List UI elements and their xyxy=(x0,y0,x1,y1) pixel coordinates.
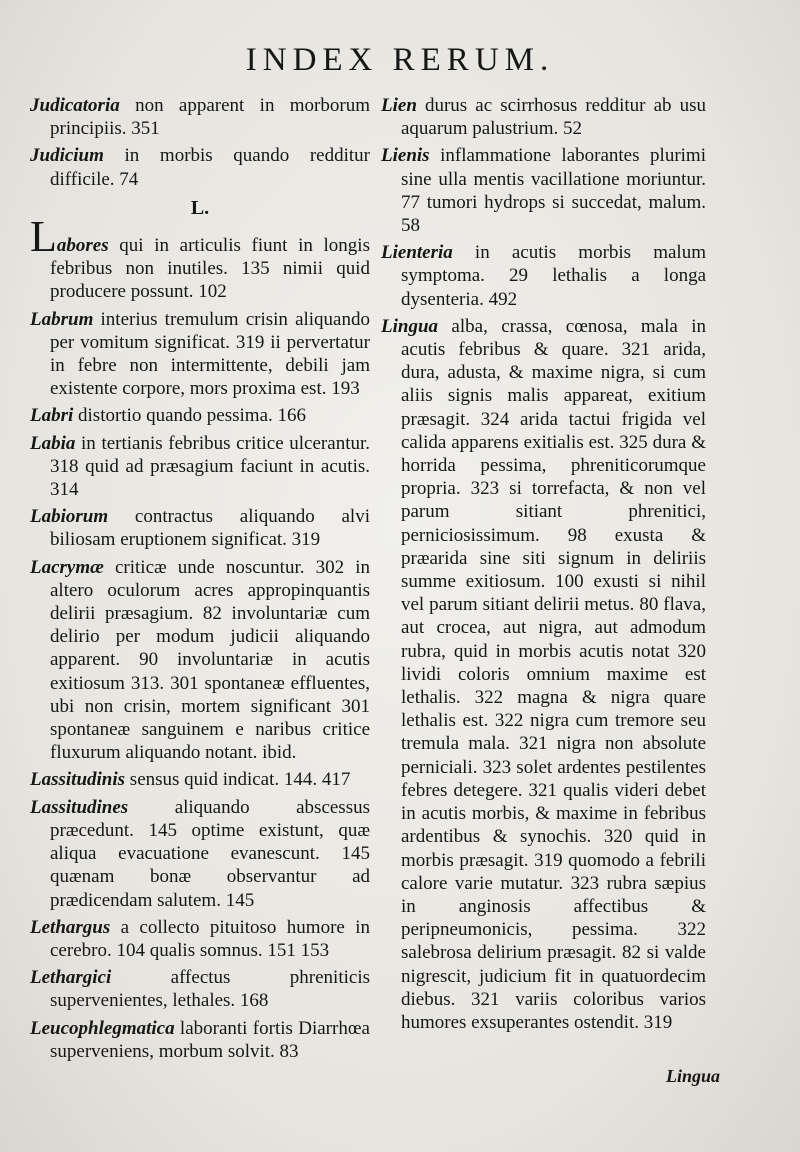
entry-text: contractus aliquando alvi biliosam eruptionem significat. 319 xyxy=(50,506,370,551)
index-entry xyxy=(30,308,370,401)
left-column xyxy=(30,94,370,1067)
index-entry xyxy=(30,94,370,140)
entry-text: aliquando abscessus præcedunt. 145 optime existunt, quæ aliqua evacuatione evanescunt. 145 quænam bonæ observantur ad prædicendam salutem. 145 xyxy=(50,796,370,911)
entry-text: interius tremulum crisin aliquando per vomitum significat. 319 ii pervertatur in febre non intermittente, debili jam existente corpore, mors proxima est. 193 xyxy=(50,308,370,400)
drop-cap: L xyxy=(30,212,57,262)
index-entry xyxy=(381,241,706,311)
entry-text: laboranti fortis Diarrhœa superveniens, morbum solvit. 83 xyxy=(50,1017,370,1062)
entry-headword: Judicium xyxy=(30,145,104,167)
entry-headword: Lethargici xyxy=(30,967,112,989)
entry-headword: Lethargus xyxy=(30,916,111,938)
index-entry xyxy=(30,796,370,912)
entry-headword: Leucophlegmatica xyxy=(30,1017,175,1039)
entry-headword: Labri xyxy=(30,405,74,427)
entry-text: distortio quando pessima. 166 xyxy=(73,405,307,427)
index-entry xyxy=(30,432,370,502)
entry-text: alba, crassa, cœnosa, mala in acutis febribus & quare. 321 arida, dura, adusta, & maxime nigra, si cum aliis signis malis appareat, exitium præsagit. 324 arida tactui frigida vel calida apparens exitialis est. 325 dura & horrida pessima, phreniticorumque propria. 323 si torrefacta, & non vel parum sitiant phrenitici, perniciosissimum. 98 exusta & præarida sine siti signum in deliriis summe exitiosum. 100 exusti si nihil vel parum sitiant delirii metus. 80 flava, aut crocea, aut nigra, aut admodum rubra, quid in morbis acutis notat 320 lividi coloris omnium maxime est lethalis. 322 magna & nigra quare lethalis est. 322 nigra cum tremore seu tremula mala. 321 nigra non absolute perniciali. 323 solet ardentes pestilentes febres detegere. 321 qualis videri debet in acutis morbis, & maxime in febribus ardentibus & synochis. 320 quid in morbis præsagit. 319 quomodo a febrili calore varie mutatur. 323 rubra sæpius in anginosis affectibus & peripneumonicis, pessima. 322 salebrosa delirium præsagit. 82 si valde nigrescit, judicium fit in quatuordecim diebus. 321 variis coloribus varios humores exsuperantes ostendit. 319 xyxy=(401,315,706,1033)
entry-headword: Lienteria xyxy=(381,242,453,264)
entry-text: inflammatione laborantes plurimi sine ulla mentis vacillatione moriuntur. 77 tumori hydrops si succedat, malum. 58 xyxy=(401,145,706,237)
entry-headword: Lingua xyxy=(381,315,439,337)
entry-text: in morbis quando redditur difficile. 74 xyxy=(50,145,370,190)
entry-headword: Lacrymæ xyxy=(30,556,104,578)
catchword: Lingua xyxy=(665,1066,720,1086)
index-entry xyxy=(381,315,706,1034)
entry-text: qui in articulis fiunt in longis febribus non inutiles. 135 nimii quid producere possunt. 102 xyxy=(50,235,370,303)
index-entry xyxy=(30,768,370,791)
section-letter-heading: L. xyxy=(190,196,210,219)
entry-text: non apparent in morborum principiis. 351 xyxy=(50,95,370,140)
entry-headword: Labia xyxy=(30,432,76,454)
index-entry xyxy=(30,916,370,962)
entry-text: a collecto pituitoso humore in cerebro. 104 qualis somnus. 151 153 xyxy=(50,916,370,961)
entry-text: in tertianis febribus critice ulcerantur. 318 quid ad præsagium faciunt in acutis. 314 xyxy=(50,432,370,501)
entry-text: in acutis morbis malum symptoma. 29 lethalis a longa dysenteria. 492 xyxy=(401,242,706,310)
entry-text: criticæ unde noscuntur. 302 in altero oculorum acres appropinquantis delirii præsagium. 82 involuntariæ cum delirio per modum judicii aliquando apparent. 90 involuntariæ in acutis exitiosum 313. 301 spontaneæ effluentes, ubi non crisin, mortem significant 301 spontaneæ sanguinem e naribus critice fluxurum aliquando notant. ibid. xyxy=(50,556,370,764)
index-entry xyxy=(30,556,370,765)
entry-text: affectus phreniticis supervenientes, lethales. 168 xyxy=(50,967,370,1012)
entry-headword: Judicatoria xyxy=(30,95,120,116)
index-entry xyxy=(30,144,370,190)
index-entry xyxy=(30,1017,370,1063)
entry-headword: Lassitudinis xyxy=(30,769,126,791)
entry-text: durus ac scirrhosus redditur ab usu aquarum palustrium. 52 xyxy=(401,95,706,140)
index-entry xyxy=(30,212,370,304)
entry-headword: Labrum xyxy=(30,308,94,330)
entry-headword: Lassitudines xyxy=(30,796,129,818)
index-entry xyxy=(30,966,370,1012)
page-title: INDEX RERUM. xyxy=(245,42,555,78)
entry-headword: Lien xyxy=(381,95,417,116)
entry-text: sensus quid indicat. 144. 417 xyxy=(125,769,351,791)
index-entry xyxy=(30,505,370,551)
index-entry xyxy=(381,94,706,140)
index-entry xyxy=(30,404,370,427)
index-entry xyxy=(381,144,706,237)
entry-headword: abores xyxy=(56,235,109,257)
entry-headword: Labiorum xyxy=(30,506,109,528)
right-column xyxy=(381,94,706,1038)
entry-headword: Lienis xyxy=(381,145,430,167)
